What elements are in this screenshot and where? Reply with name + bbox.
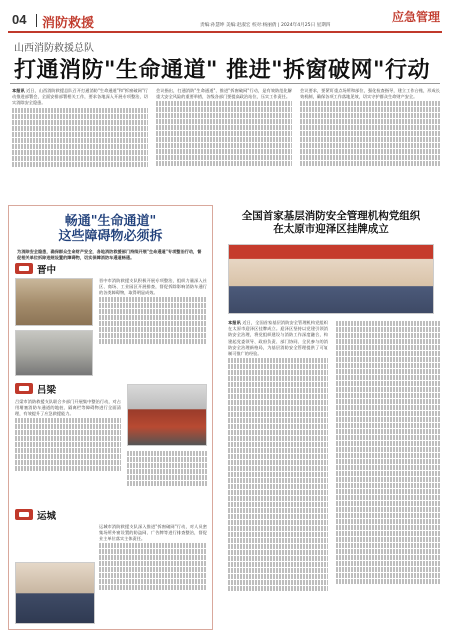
article-column-1: [12, 88, 148, 200]
sidebar-intro: 为消除安全隐患，确保群众生命财产安全，各地消防救援部门持续开展"生命通道"专项整治行动，督促相关单位拆除违规设置的障碍物，切实保障消防车通道畅通。: [17, 249, 202, 260]
city-name: 晋中: [37, 265, 57, 276]
text-line: [336, 471, 440, 476]
text-line: [228, 538, 328, 543]
text-line: [228, 370, 328, 375]
text-line: [228, 400, 328, 405]
text-line: [228, 436, 328, 441]
article-column-3: [300, 88, 440, 200]
text-line: [127, 451, 207, 456]
fire-truck-icon: [15, 509, 33, 520]
text-line: [336, 417, 440, 422]
text-line: [336, 561, 440, 566]
right-title-line-2: 在太原市迎泽区挂牌成立: [273, 223, 389, 235]
text-line: [156, 131, 292, 136]
text-line: [12, 156, 148, 161]
text-line: [336, 519, 440, 524]
text-line: [300, 113, 440, 118]
text-line: [336, 351, 440, 356]
text-line: [228, 454, 328, 459]
right-title-line-1: 全国首家基层消防安全管理机构党组织: [241, 210, 421, 222]
text-line: [99, 585, 207, 590]
text-line: [336, 429, 440, 434]
text-line: [12, 138, 148, 143]
text-line: [336, 363, 440, 368]
article-column-2: [156, 88, 292, 200]
text-line: [228, 508, 328, 513]
text-line: [336, 453, 440, 458]
city-text-jinzhong: [99, 278, 207, 376]
text-line: [127, 457, 207, 462]
text-line: [228, 520, 328, 525]
text-line: [336, 411, 440, 416]
text-line: [228, 580, 328, 585]
text-line: [99, 549, 207, 554]
photo-firefighters: [15, 562, 95, 624]
text-line: [99, 309, 207, 314]
text-line: [99, 321, 207, 326]
text-line: [300, 101, 440, 106]
text-line: [99, 339, 207, 344]
article-kicker: 山西消防救援总队: [14, 43, 94, 54]
text-line: [228, 412, 328, 417]
text-line: [336, 435, 440, 440]
text-line: [336, 537, 440, 542]
text-line: [300, 107, 440, 112]
text-line: [336, 375, 440, 380]
article-column-2-text: 会议指出，打通消防"生命通道"、推进"拆窗破网"行动，是有效防范化解重大安全风险的重要举措，各级各部门要提高政治站位，压实工作责任。: [156, 88, 292, 100]
text-line: [336, 339, 440, 344]
text-line: [228, 568, 328, 573]
text-line: [228, 364, 328, 369]
text-line: [12, 150, 148, 155]
text-line: [336, 381, 440, 386]
city-name: 吕梁: [37, 385, 57, 396]
text-line: [336, 549, 440, 554]
article-column-3-text: 会议要求，要紧盯重点场所和部位，强化检查指导，建立工作台账，形成长效机制，确保各项工作落地见效，切实守护群众生命财产安全。: [300, 88, 440, 100]
text-line: [99, 555, 207, 560]
article-lead: 本报讯: [12, 88, 25, 93]
text-line: [336, 345, 440, 350]
text-line: [336, 321, 440, 326]
text-line: [228, 358, 328, 363]
text-line: [99, 543, 207, 548]
sidebar-title: [9, 214, 212, 244]
text-line: [156, 149, 292, 154]
text-line: [336, 555, 440, 560]
text-line: [228, 502, 328, 507]
text-line: [228, 574, 328, 579]
text-line: [336, 525, 440, 530]
text-line: [228, 394, 328, 399]
text-line: [156, 113, 292, 118]
text-line: [228, 586, 328, 591]
right-article-column-2: [336, 320, 440, 632]
text-line: [336, 399, 440, 404]
headline-rule: [10, 83, 440, 84]
text-line: [228, 556, 328, 561]
text-line: [12, 162, 148, 167]
text-line: [300, 137, 440, 142]
text-line: [12, 144, 148, 149]
text-line: [300, 119, 440, 124]
text-line: [15, 418, 121, 423]
text-line: [15, 454, 121, 459]
text-line: [228, 472, 328, 477]
text-line: [99, 333, 207, 338]
sidebar-title-line-2: 这些障碍物必须拆: [58, 229, 163, 244]
text-line: [336, 447, 440, 452]
text-line: [99, 561, 207, 566]
fire-truck-icon: [15, 383, 33, 394]
text-line: [336, 477, 440, 482]
text-line: [99, 297, 207, 302]
text-line: [336, 369, 440, 374]
text-line: [228, 544, 328, 549]
text-line: [228, 430, 328, 435]
text-line: [300, 149, 440, 154]
newspaper-brand: 应急管理: [391, 10, 440, 24]
text-line: [300, 143, 440, 148]
text-line: [228, 442, 328, 447]
text-line: [300, 155, 440, 160]
text-line: [336, 567, 440, 572]
text-line: [228, 424, 328, 429]
text-line: [99, 573, 207, 578]
text-line: [156, 161, 292, 166]
header-divider: [36, 14, 37, 27]
photo-inspection: [15, 278, 93, 326]
header-rule: [8, 31, 442, 33]
city-text-yuncheng: [99, 524, 207, 624]
text-line: [156, 119, 292, 124]
text-line: [228, 388, 328, 393]
text-line: [15, 424, 121, 429]
text-line: [228, 418, 328, 423]
text-line: [336, 483, 440, 488]
right-article-text: 近日，全国首家基层消防安全管理机构党组织在太原市迎泽区挂牌成立。迎泽区坚持以党建引领消防安全治理，将党组织建设与消防工作深度融合，构建起党委领导、政府负责、部门协同、全民参与的消防安全治理新格局，为基层消防安全管理提供了可复制可推广的经验。: [228, 320, 328, 357]
text-line: [300, 131, 440, 136]
city-text-lvliang: [15, 399, 121, 499]
text-line: [228, 550, 328, 555]
text-line: [127, 481, 207, 486]
text-line: [336, 465, 440, 470]
text-line: [15, 466, 121, 471]
text-line: [99, 315, 207, 320]
text-line: [228, 562, 328, 567]
text-line: [156, 101, 292, 106]
text-line: [228, 460, 328, 465]
text-line: [99, 327, 207, 332]
text-line: [127, 463, 207, 468]
city-text-lvliang-cont: [127, 450, 207, 500]
text-line: [15, 436, 121, 441]
text-line: [99, 567, 207, 572]
article-column-1-text: 近日，山西消防救援总队召开打通消防"生命通道"和"拆窗破网"行动推进部署会，全面安排部署相关工作，要求各地深入开展专项整治，切实消除安全隐患。: [12, 88, 148, 106]
text-line: [336, 543, 440, 548]
text-line: [156, 125, 292, 130]
photo-street: [15, 330, 93, 376]
text-line: [336, 531, 440, 536]
photo-ceremony: [228, 244, 434, 314]
text-line: [127, 469, 207, 474]
text-line: [336, 441, 440, 446]
text-line: [156, 155, 292, 160]
text-line: [228, 382, 328, 387]
text-line: [228, 490, 328, 495]
text-line: [12, 126, 148, 131]
city-text: 晋中市消防救援支队积极开展专项整治，组织力量深入社区、商场、工业园区开展排查，督促拆除影响消防车通行的各类障碍物，取得明显成效。: [99, 278, 207, 295]
text-line: [300, 125, 440, 130]
text-line: [336, 333, 440, 338]
text-line: [228, 406, 328, 411]
sidebar-title-line-1: 畅通"生命通道": [64, 214, 157, 229]
text-line: [336, 357, 440, 362]
text-line: [127, 475, 207, 480]
article-headline: 打通消防"生命通道" 推进"拆窗破网"行动: [14, 58, 431, 83]
city-name: 运城: [37, 511, 57, 522]
text-line: [228, 526, 328, 531]
text-line: [15, 448, 121, 453]
text-line: [336, 501, 440, 506]
text-line: [228, 496, 328, 501]
text-line: [336, 327, 440, 332]
text-line: [228, 466, 328, 471]
text-line: [336, 507, 440, 512]
text-line: [12, 108, 148, 113]
right-article-column-1: [228, 320, 328, 632]
text-line: [156, 137, 292, 142]
text-line: [228, 478, 328, 483]
text-line: [156, 143, 292, 148]
text-line: [99, 579, 207, 584]
text-line: [336, 405, 440, 410]
editor-credits: 责编:孙慧坤 美编:赵淑宏 校对:杨丽倩 | 2024年4月25日 星期四: [200, 23, 331, 28]
text-line: [12, 132, 148, 137]
text-line: [228, 514, 328, 519]
text-line: [336, 423, 440, 428]
text-line: [336, 459, 440, 464]
section-name: 消防救援: [42, 16, 95, 31]
city-text: 吕梁市消防救援支队联合多部门开展集中整治行动，对占用堵塞消防车通道的地桩、隔离栏等障碍物进行全面清理，有效提升了应急救援能力。: [15, 399, 121, 416]
text-line: [12, 120, 148, 125]
text-line: [336, 387, 440, 392]
text-line: [336, 393, 440, 398]
text-line: [336, 495, 440, 500]
text-line: [300, 161, 440, 166]
page-header: [8, 10, 442, 32]
right-article-title: [222, 210, 440, 236]
sidebar-box: [8, 205, 213, 630]
text-line: [15, 430, 121, 435]
text-line: [156, 107, 292, 112]
text-line: [336, 489, 440, 494]
text-line: [15, 442, 121, 447]
text-line: [228, 448, 328, 453]
city-text: 运城市消防救援支队深入推进"拆窗破网"行动，对人员密集场所外窗设置的防盗网、广告牌等进行排查整治，督促业主单位落实主体责任。: [99, 524, 207, 541]
text-line: [228, 376, 328, 381]
text-line: [336, 573, 440, 578]
text-line: [336, 513, 440, 518]
photo-fire-truck: [127, 384, 207, 446]
text-line: [228, 532, 328, 537]
text-line: [12, 114, 148, 119]
text-line: [228, 484, 328, 489]
page-number: 04: [12, 12, 27, 27]
fire-truck-icon: [15, 263, 33, 274]
text-line: [99, 303, 207, 308]
text-line: [336, 579, 440, 584]
text-line: [15, 460, 121, 465]
right-article-lead: 本报讯: [228, 320, 241, 325]
